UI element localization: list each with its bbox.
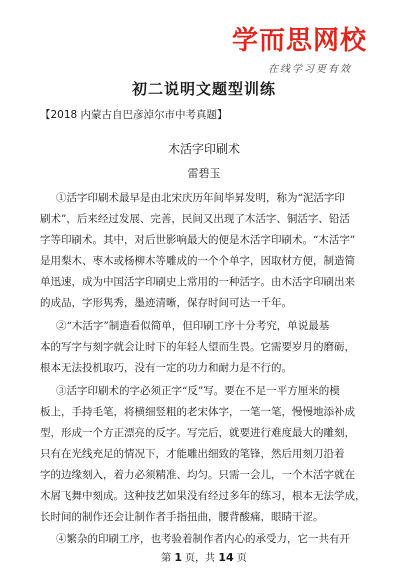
footer-prefix: 第 — [161, 553, 172, 564]
article-author: 雷碧玉 — [187, 167, 221, 180]
current-page-number: 1 — [174, 551, 182, 564]
document-page: 学而思网校 在线学习更有效 初二说明文题型训练 【2018 内蒙古自巴彦淖尔市中考真题】 木活字印刷术 雷碧玉 ①活字印刷术最早是由北宋庆历年间毕昇发明，称为“泥活字印 刷术”，后来经过发展、完善，民间又出现了木活字、铜活字、铅活 字等印刷术。其中，对后世影响最大的便是木活字印刷术。“木活字” 是用梨木、枣木或杨柳木等雕成的一个个单字，因取材方便，制造简 单迅速，成为中国活字印刷史上常用的一种活字。由木活字印刷出来 的成品，字形隽秀，墨迹清晰，保存时间可达一千年。 ②“木活字”制造看似简单，但印刷工序十分考究，单说最基 本的写字与刻字就会让时下的年轻人望而生畏。它需要岁月的磨砺， 根本无法投机取巧，没有一定的功力和耐力是不行的。 ③活字印刷术的字必须正字“反”写。要在不足一平方厘米的模 板上，手持毛笔，将横细竖粗的老宋体字，一笔一笔，慢慢地添补成 型，形成一个方正漂亮的反字。写完后，就要进行难度最大的雕刻， 只有在光线充足的情况下，才能雕出细致的笔锋，然后用刻刀沿着 字的边缘刻入，着力必须精准、均匀。只需一会儿，一个木活字就在 木屑飞舞中刻成。这种技艺如果没有经过多年的练习，根本无法学成， 长时间的制作还会让制作者手指扭曲，腰背酸痛，眼睛干涩。 ④繁杂的印刷工序，也考验着制作者内心的承受力，它一共有开 第 1 页，共 14 页 — [0, 0, 408, 580]
total-pages: 14 — [218, 551, 234, 564]
exam-source: 【2018 内蒙古自巴彦淖尔市中考真题】 — [40, 109, 228, 121]
article-title: 木活字印刷术 — [167, 142, 240, 156]
page-footer — [0, 549, 408, 564]
footer-suffix: 页 — [236, 553, 247, 564]
document-title: 初二说明文题型训练 — [131, 80, 276, 98]
logo-name: 学而思网校 — [232, 26, 368, 56]
school-logo — [232, 26, 382, 75]
logo-tagline: 在线学习更有效 — [268, 64, 352, 75]
footer-middle: 页，共 — [185, 553, 216, 564]
